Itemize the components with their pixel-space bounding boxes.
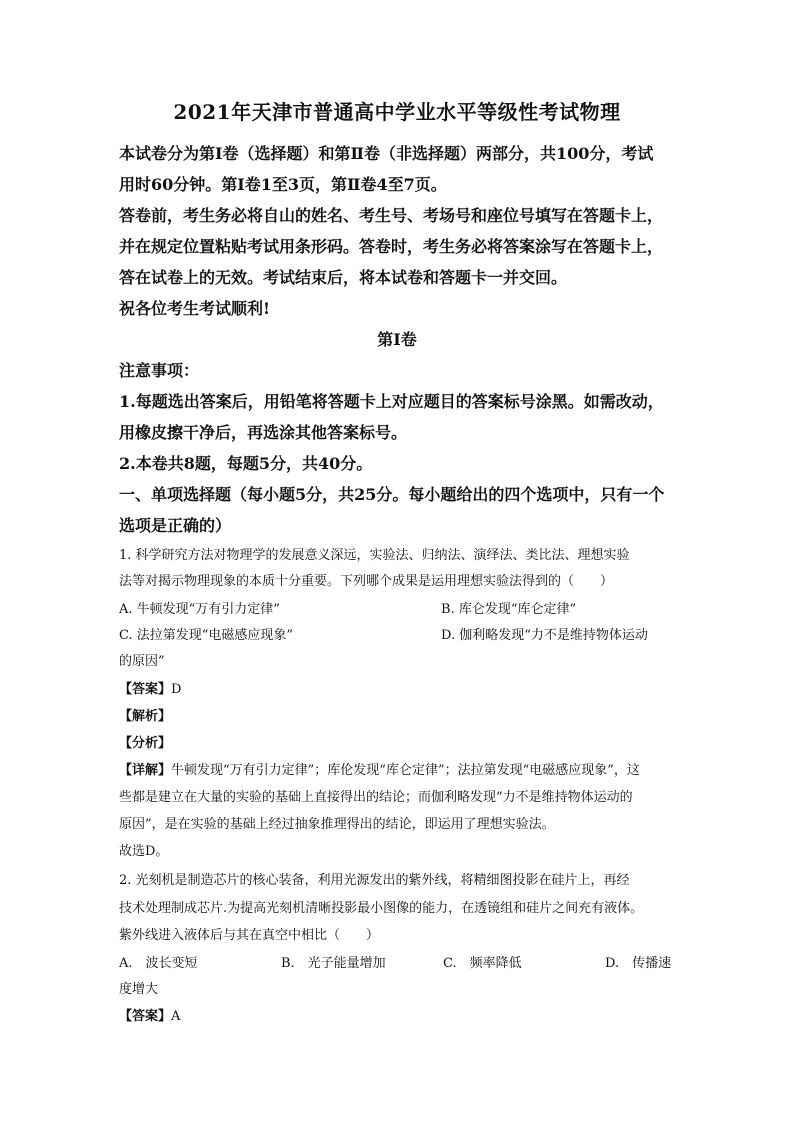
q1-conclusion: 故选D。 [119, 844, 169, 859]
q1-option-d-cont: 的原因” [119, 654, 165, 669]
section-title: 第Ⅰ卷 [377, 330, 417, 349]
q1-answer [119, 678, 181, 697]
q1-analysis-label: 【解析】 [119, 709, 172, 724]
q2-option-a: A. 波长变短 [119, 956, 198, 971]
q2-option-c: C. 频率降低 [443, 956, 522, 971]
notes-heading: 注意事项： [119, 361, 200, 380]
answer-value: A [171, 1009, 181, 1024]
q1-detail-line: 原因”，是在实验的基础上经过抽象推理得出的结论，即运用了理想实验法。 [119, 817, 555, 832]
q2-stem: 技术处理制成芯片.为提高光刻机清晰投影最小图像的能力，在透镜组和硅片之间充有液体。 [119, 901, 644, 916]
intro-line: 答卷前，考生务必将自山的姓名、考生号、考场号和座位号填写在答题卡上， [119, 206, 664, 225]
answer-value: D [171, 682, 182, 697]
q1-option-a: A. 牛顿发现“万有引力定律” [119, 602, 280, 617]
detail-label: 【详解】 [119, 763, 172, 778]
q2-option-d: D. 传播速 [605, 956, 672, 971]
notes-line: 2.本卷共8题，每题5分，共40分。 [119, 454, 373, 473]
part-heading: 选项是正确的） [119, 516, 232, 535]
notes-line: 用橡皮擦干净后，再选涂其他答案标号。 [119, 423, 408, 442]
notes-line: 1.每题选出答案后，用铅笔将答题卡上对应题目的答案标号涂黑。如需改动， [119, 392, 664, 411]
intro-line: 并在规定位置粘贴考试用条形码。答卷时，考生务必将答案涂写在答题卡上， [119, 237, 664, 256]
q1-fenxi-label: 【分析】 [119, 736, 172, 751]
intro-line: 用时60分钟。第Ⅰ卷1至3页，第Ⅱ卷4至7页。 [119, 175, 447, 194]
q2-option-b: B. 光子能量增加 [281, 956, 386, 971]
q2-answer [119, 1005, 180, 1024]
part-heading: 一、单项选择题（每小题5分，共25分。每小题给出的四个选项中，只有一个 [119, 485, 665, 504]
intro-line: 祝各位考生考试顺利! [119, 299, 271, 318]
q1-stem: 法等对揭示物理现象的本质十分重要。下列哪个成果是运用理想实验法得到的（ ） [119, 574, 614, 589]
q1-stem: 1. 科学研究方法对物理学的发展意义深远，实验法、归纳法、演绎法、类比法、理想实验 [119, 548, 630, 563]
answer-label: 【答案】 [119, 682, 172, 697]
q2-stem: 2. 光刻机是制造芯片的核心装备，利用光源发出的紫外线，将精细图投影在硅片上，再经 [119, 873, 630, 888]
intro-line: 本试卷分为第Ⅰ卷（选择题）和第Ⅱ卷（非选择题）两部分，共100分，考试 [119, 144, 654, 163]
q2-stem: 紫外线进入液体后与其在真空中相比（ ） [119, 928, 380, 943]
detail-text: 牛顿发现“万有引力定律”；库伦发现“库仑定律”；法拉第发现“电磁感应现象”，这 [171, 763, 640, 778]
q1-detail [119, 759, 640, 778]
q1-option-b: B. 库仑发现“库仑定律” [441, 602, 577, 617]
q1-detail-line: 些都是建立在大量的实验的基础上直接得出的结论；而伽利略发现“力不是维持物体运动的 [119, 790, 633, 805]
q1-option-d: D. 伽利略发现“力不是维持物体运动 [441, 628, 648, 643]
intro-line: 答在试卷上的无效。考试结束后，将本试卷和答题卡一并交回。 [119, 268, 568, 287]
page-title: 2021年天津市普通高中学业水平等级性考试物理 [173, 100, 621, 124]
answer-label: 【答案】 [119, 1009, 172, 1024]
q1-option-c: C. 法拉第发现“电磁感应现象” [119, 628, 294, 643]
q2-option-d-cont: 度增大 [119, 982, 159, 997]
